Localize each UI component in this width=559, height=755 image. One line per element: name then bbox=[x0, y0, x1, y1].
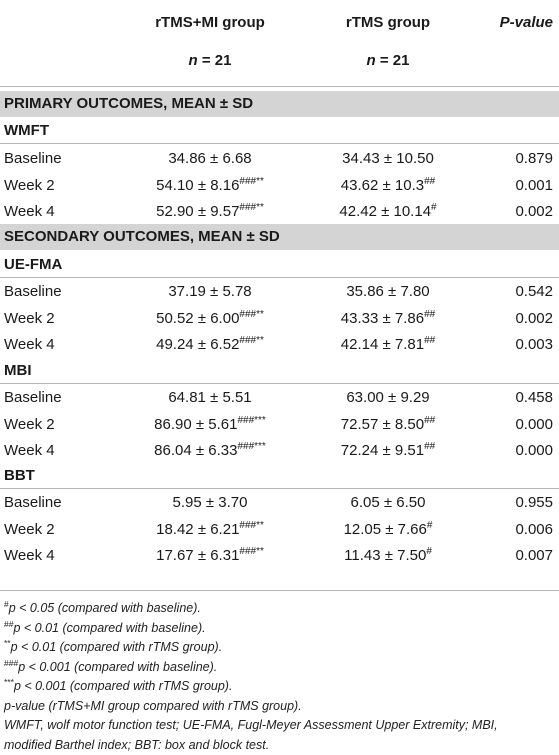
row-label: Week 4 bbox=[4, 199, 55, 225]
rtms-mi-value: 86.90 ± 5.61###*** bbox=[120, 412, 300, 438]
significance-marks: ## bbox=[424, 176, 435, 187]
rtms-value: 43.33 ± 7.86## bbox=[298, 306, 478, 332]
significance-marks: ###** bbox=[239, 176, 263, 187]
rtms-mi-value: 34.86 ± 6.68 bbox=[120, 146, 300, 172]
table-row bbox=[0, 490, 559, 516]
col-header-pvalue: P-value bbox=[480, 14, 553, 31]
table-row bbox=[0, 279, 559, 305]
rtms-value: 34.43 ± 10.50 bbox=[298, 146, 478, 172]
p-value: 0.000 bbox=[480, 412, 553, 438]
group-title-mbi: MBI bbox=[4, 362, 32, 379]
table-row bbox=[0, 543, 559, 569]
p-value: 0.879 bbox=[480, 146, 553, 172]
col-header-rtms-mi: rTMS+MI group bbox=[120, 14, 300, 31]
rtms-value: 42.14 ± 7.81## bbox=[298, 332, 478, 358]
section-band-primary: PRIMARY OUTCOMES, MEAN ± SD bbox=[0, 91, 559, 117]
row-label: Week 4 bbox=[4, 332, 55, 358]
footnote-text: p < 0.01 (compared with rTMS group). bbox=[11, 640, 223, 654]
significance-marks: ###** bbox=[239, 520, 263, 531]
rtms-mi-value: 49.24 ± 6.52###** bbox=[120, 332, 300, 358]
footnote-text: p < 0.001 (compared with rTMS group). bbox=[14, 679, 233, 693]
row-label: Week 2 bbox=[4, 517, 55, 543]
col-header-rtms: rTMS group bbox=[298, 14, 478, 31]
rtms-mi-value: 37.19 ± 5.78 bbox=[120, 279, 300, 305]
n-rtms: n = 21 bbox=[298, 52, 478, 69]
row-label: Baseline bbox=[4, 146, 62, 172]
p-value: 0.003 bbox=[480, 332, 553, 358]
rtms-value: 43.62 ± 10.3## bbox=[298, 173, 478, 199]
significance-marks: ## bbox=[424, 415, 435, 426]
row-label: Week 2 bbox=[4, 412, 55, 438]
significance-marks: ## bbox=[424, 335, 435, 346]
table-row bbox=[0, 146, 559, 172]
footnote-text: p < 0.001 (compared with baseline). bbox=[18, 660, 217, 674]
table-bottom-rule bbox=[0, 590, 559, 591]
row-label: Week 2 bbox=[4, 173, 55, 199]
p-value: 0.955 bbox=[480, 490, 553, 516]
significance-marks: ###** bbox=[239, 335, 263, 346]
table-row bbox=[0, 385, 559, 411]
rtms-mi-value: 5.95 ± 3.70 bbox=[120, 490, 300, 516]
significance-marks: ## bbox=[424, 309, 435, 320]
p-value: 0.542 bbox=[480, 279, 553, 305]
footnote bbox=[4, 599, 556, 619]
footnote-text: p < 0.05 (compared with baseline). bbox=[9, 601, 201, 615]
footnote bbox=[4, 697, 556, 717]
rtms-mi-value: 18.42 ± 6.21###** bbox=[120, 517, 300, 543]
footnote bbox=[4, 619, 556, 639]
table-row bbox=[0, 173, 559, 199]
rtms-value: 11.43 ± 7.50# bbox=[298, 543, 478, 569]
footnote-text: WMFT, wolf motor function test; UE-FMA, Fugl-Meyer Assessment Upper Extremity; MBI, bbox=[4, 718, 498, 732]
significance-marks: ###** bbox=[239, 309, 263, 320]
rtms-mi-value: 86.04 ± 6.33###*** bbox=[120, 438, 300, 464]
row-label: Week 4 bbox=[4, 543, 55, 569]
rtms-value: 12.05 ± 7.66# bbox=[298, 517, 478, 543]
p-value: 0.001 bbox=[480, 173, 553, 199]
table-footnotes bbox=[4, 599, 556, 755]
group-rule bbox=[0, 488, 559, 489]
significance-marks: # bbox=[431, 202, 437, 213]
significance-marks: ###*** bbox=[237, 441, 265, 452]
group-title-wmft: WMFT bbox=[4, 122, 49, 139]
rtms-value: 72.57 ± 8.50## bbox=[298, 412, 478, 438]
rtms-mi-value: 50.52 ± 6.00###** bbox=[120, 306, 300, 332]
rtms-mi-value: 52.90 ± 9.57###** bbox=[120, 199, 300, 225]
table-row bbox=[0, 412, 559, 438]
header-rule bbox=[0, 86, 559, 87]
table-row bbox=[0, 199, 559, 225]
rtms-value: 6.05 ± 6.50 bbox=[298, 490, 478, 516]
footnote-text: p < 0.01 (compared with baseline). bbox=[13, 621, 205, 635]
rtms-value: 63.00 ± 9.29 bbox=[298, 385, 478, 411]
row-label: Week 2 bbox=[4, 306, 55, 332]
group-rule bbox=[0, 277, 559, 278]
rtms-mi-value: 17.67 ± 6.31###** bbox=[120, 543, 300, 569]
group-rule bbox=[0, 383, 559, 384]
table-row bbox=[0, 306, 559, 332]
footnote-text: p-value (rTMS+MI group compared with rTMS group). bbox=[4, 699, 302, 713]
rtms-mi-value: 54.10 ± 8.16###** bbox=[120, 173, 300, 199]
group-title-bbt: BBT bbox=[4, 467, 35, 484]
footnote-mark: ** bbox=[4, 638, 11, 648]
group-rule bbox=[0, 143, 559, 144]
row-label: Baseline bbox=[4, 279, 62, 305]
p-value: 0.458 bbox=[480, 385, 553, 411]
p-value: 0.006 bbox=[480, 517, 553, 543]
footnote-mark: # bbox=[4, 599, 9, 609]
section-band-secondary: SECONDARY OUTCOMES, MEAN ± SD bbox=[0, 224, 559, 250]
table-row bbox=[0, 517, 559, 543]
group-title-uefma: UE-FMA bbox=[4, 256, 62, 273]
significance-marks: ###*** bbox=[237, 415, 265, 426]
rtms-value: 42.42 ± 10.14# bbox=[298, 199, 478, 225]
significance-marks: ## bbox=[424, 441, 435, 452]
table-row bbox=[0, 332, 559, 358]
row-label: Week 4 bbox=[4, 438, 55, 464]
significance-marks: ###** bbox=[239, 546, 263, 557]
footnote bbox=[4, 716, 556, 736]
footnote-mark: *** bbox=[4, 677, 14, 687]
n-rtms-mi: n = 21 bbox=[120, 52, 300, 69]
row-label: Baseline bbox=[4, 490, 62, 516]
significance-marks: # bbox=[427, 520, 433, 531]
p-value: 0.007 bbox=[480, 543, 553, 569]
p-value: 0.002 bbox=[480, 199, 553, 225]
table-header bbox=[0, 0, 559, 82]
footnote-mark: ## bbox=[4, 619, 13, 629]
table-row bbox=[0, 438, 559, 464]
footnote bbox=[4, 638, 556, 658]
p-value: 0.002 bbox=[480, 306, 553, 332]
significance-marks: # bbox=[426, 546, 432, 557]
rtms-value: 72.24 ± 9.51## bbox=[298, 438, 478, 464]
significance-marks: ###** bbox=[239, 202, 263, 213]
footnote bbox=[4, 677, 556, 697]
row-label: Baseline bbox=[4, 385, 62, 411]
p-value: 0.000 bbox=[480, 438, 553, 464]
rtms-mi-value: 64.81 ± 5.51 bbox=[120, 385, 300, 411]
footnote-text: modified Barthel index; BBT: box and block test. bbox=[4, 738, 269, 752]
footnote bbox=[4, 736, 556, 755]
rtms-value: 35.86 ± 7.80 bbox=[298, 279, 478, 305]
footnote-mark: ### bbox=[4, 658, 18, 668]
footnote bbox=[4, 658, 556, 678]
